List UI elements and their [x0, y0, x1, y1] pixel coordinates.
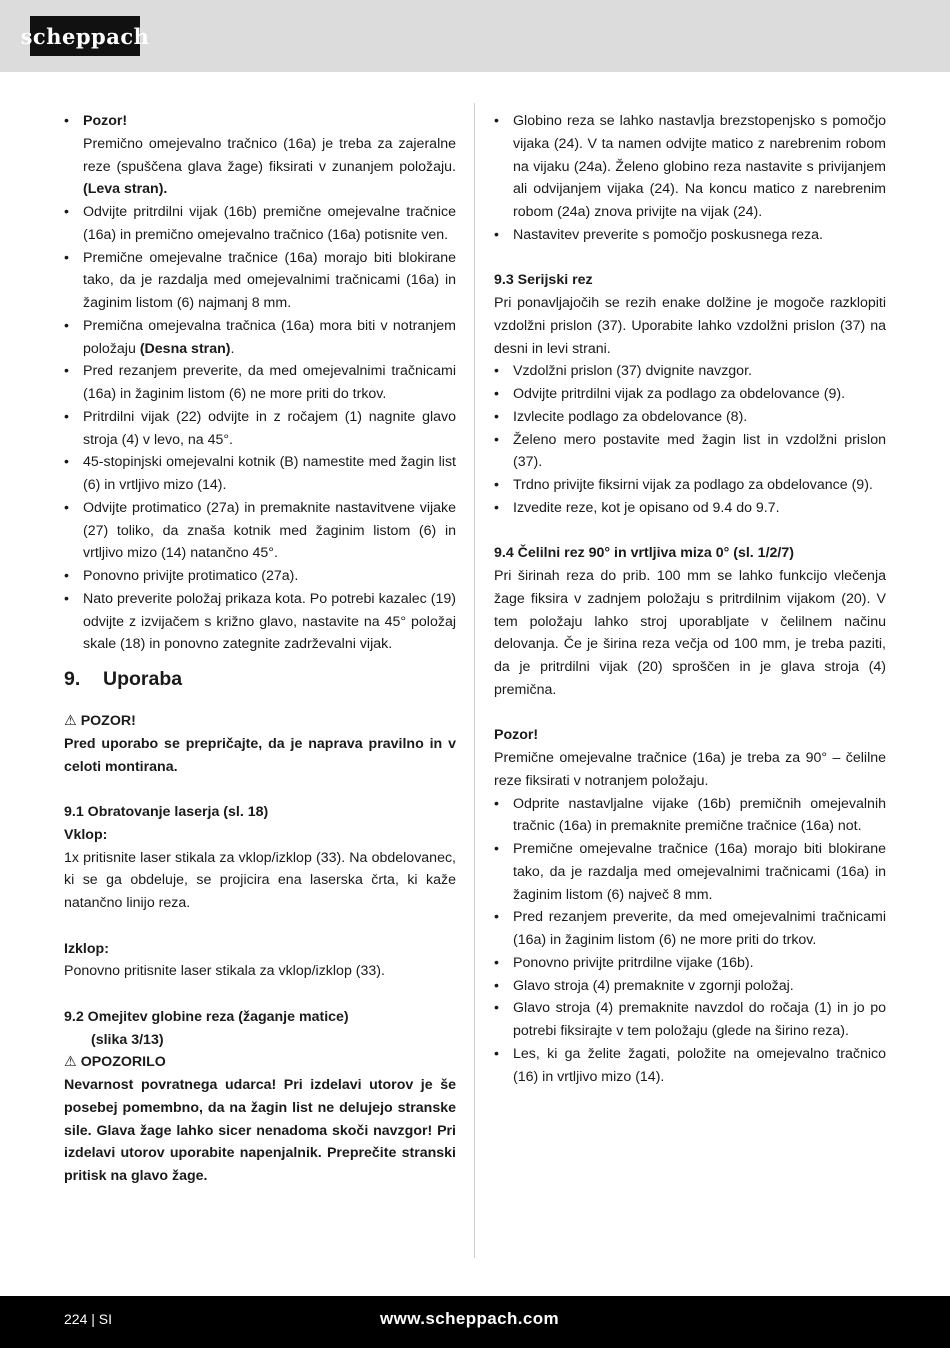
list-item-text: Premična omejevalna tračnica (16a) mora biti v notranjem položaju — [83, 317, 456, 357]
warning-heading — [64, 1051, 456, 1074]
list-item: • Glavo stroja (4) premaknite v zgornji položaj. — [494, 975, 886, 998]
paragraph: Pri širinah reza do prib. 100 mm se lahko funkcijo vlečenja žage fiksira v zadnjem položaju s pritrdilnim vijakom (20). V tem položaju lahko stroj uporabljate v čelilnem načinu delovanja. Če je širina reza večja od 100 mm, je treba paziti, da je pritrdilni vijak (20) sproščen in je glava stroja (4) premična. — [494, 568, 886, 698]
label-on: Vklop: — [64, 826, 108, 843]
paragraph: Ponovno pritisnite laser stikala za vklop/izklop (33). — [64, 963, 385, 980]
subsection-title: 9.1 Obratovanje laserja (sl. 18) — [64, 804, 269, 820]
list-item: • Pritrdilni vijak (22) odvijte in z ročajem (1) nagnite glavo stroja (4) v levo, na 45°. — [64, 406, 456, 452]
paragraph: Premične omejevalne tračnice (16a) je treba za 90° – čelilne reze fiksirati v notranjem položaju. — [494, 750, 886, 789]
intro-list — [64, 110, 456, 656]
section-number: 9. — [64, 668, 81, 690]
column-divider — [474, 103, 475, 1258]
section-heading — [64, 666, 456, 692]
subsection-title: 9.2 Omejitev globine reza (žaganje matice) — [64, 1008, 349, 1025]
warning-title: POZOR! — [80, 713, 136, 729]
list-item: • Izvlecite podlago za obdelovance (8). — [494, 406, 886, 429]
intro-text-bold: (Leva stran). — [83, 181, 168, 198]
warning-text: Nevarnost povratnega udarca! Pri izdelavi utorov je še posebej pomembno, da na žagin list ne delujejo stranske sile. Glava žage lahko sicer nenadoma skoči navzgor! Pri izdelavi utorov uporabite napenjalnik. Preprečite stranski pritisk na glavo žage. — [64, 1077, 456, 1184]
list-item: • Premične omejevalne tračnice (16a) morajo biti blokirane tako, da je razdalja med omejevalnimi tračnicami (16a) in žaginim listom (6) največ 8 mm. — [494, 838, 886, 906]
list-item: • Ponovno privijte protimatico (27a). — [64, 565, 456, 588]
list-item: • Trdno privijte fiksirni vijak za podlago za obdelovance (9). — [494, 474, 886, 497]
scheppach-logo: scheppach — [30, 16, 140, 56]
intro-text: Premično omejevalno tračnico (16a) je treba za zajeralne reze (spuščena glava žage) fiksirati v zunanjem položaju. — [83, 135, 456, 175]
list-item: • Premične omejevalne tračnice (16a) morajo biti blokirane tako, da je razdalja med omejevalnimi tračnicami (16a) in žaginim listom (6) najmanj 8 mm. — [64, 247, 456, 315]
list-item: • 45-stopinjski omejevalni kotnik (B) namestite med žagin list (6) in vrtljivo mizo (14). — [64, 451, 456, 497]
label-off: Izklop: — [64, 940, 109, 957]
intro-title: Pozor! — [83, 113, 128, 129]
list-item-text: . — [230, 340, 235, 357]
warning-heading — [64, 710, 456, 733]
header-bar — [0, 0, 950, 72]
list-item-bold: (Desna stran) — [139, 340, 231, 357]
subsection-subtitle: (slika 3/13) — [91, 1031, 164, 1048]
list-item: • Odvijte protimatico (27a) in premaknite nastavitvene vijake (27) toliko, da znaša kotnik med žaginim listom (6) in vrtljivo mizo (14) natančno 45°. — [64, 497, 456, 565]
left-column — [64, 110, 456, 1188]
list-item: • Izvedite reze, kot je opisano od 9.4 do 9.7. — [494, 497, 886, 520]
list-item: • Nato preverite položaj prikaza kota. Po potrebi kazalec (19) odvijte z izvijačem s križno glavo, nastavite na 45° položaj skale (18) in ponovno zategnite zadrževalni vijak. — [64, 588, 456, 656]
series-list — [494, 360, 886, 519]
list-item: • Vzdolžni prislon (37) dvignite navzgor. — [494, 360, 886, 383]
paragraph: Pri ponavljajočih se rezih enake dolžine je mogoče razklopiti vzdolžni prislon (37). Uporabite lahko vzdolžni prislon (37) na desni in levi strani. — [494, 295, 886, 357]
footer-bar — [0, 1296, 950, 1348]
list-item: • Nastavitev preverite s pomočjo poskusnega reza. — [494, 224, 886, 247]
note-title: Pozor! — [494, 727, 539, 744]
list-item: • Glavo stroja (4) premaknite navzdol do ročaja (1) in jo po potrebi fiksirajte v tem položaju (glede na širino reza). — [494, 997, 886, 1043]
list-item: • Pred rezanjem preverite, da med omejevalnimi tračnicami (16a) in žaginim listom (6) ne more priti do trkov. — [494, 906, 886, 952]
list-item: • Pred rezanjem preverite, da med omejevalnimi tračnicami (16a) in žaginim listom (6) ne more priti do trkov. — [64, 360, 456, 406]
warning-icon: ⚠ — [64, 713, 77, 729]
warning-icon: ⚠ — [64, 1054, 77, 1071]
subsection-title: 9.4 Čelilni rez 90° in vrtljiva miza 0° (sl. 1/2/7) — [494, 545, 794, 562]
list-item: • Les, ki ga želite žagati, položite na omejevalno tračnico (16) in vrtljivo mizo (14). — [494, 1043, 886, 1089]
depth-list — [494, 110, 886, 247]
list-item — [64, 315, 456, 361]
section-title: Uporaba — [103, 668, 183, 690]
warning-title: OPOZORILO — [80, 1054, 166, 1071]
subsection-title: 9.3 Serijski rez — [494, 272, 593, 289]
list-item: • Ponovno privijte pritrdilne vijake (16b). — [494, 952, 886, 975]
list-item: • Odvijte pritrdilni vijak za podlago za obdelovance (9). — [494, 383, 886, 406]
paragraph: 1x pritisnite laser stikala za vklop/izklop (33). Na obdelovanec, ki se ga obdeluje, se projicira ena laserska črta, ki kaže natančno linijo reza. — [64, 849, 456, 911]
right-column — [494, 110, 886, 1088]
list-item: • Globino reza se lahko nastavlja brezstopenjsko s pomočjo vijaka (24). V ta namen odvijte matico z narebrenim robom na vijaku (24a). Želeno globino reza nastavite s privijanjem ali odvijanjem vijaka (24). Na koncu matico z narebrenim robom (24a) znova privijte na vijak (24). — [494, 110, 886, 224]
warning-text: Pred uporabo se prepričajte, da je naprava pravilno in v celoti montirana. — [64, 735, 456, 775]
page-number: 224 | SI — [64, 1311, 113, 1327]
crosscut-list — [494, 793, 886, 1089]
list-item: • Odvijte pritrdilni vijak (16b) premične omejevalne tračnice (16a) in premično omejevalno tračnico (16a) potisnite ven. — [64, 201, 456, 247]
list-item: • Želeno mero postavite med žagin list in vzdolžni prislon (37). — [494, 429, 886, 475]
website-url: www.scheppach.com — [380, 1309, 560, 1328]
list-item — [64, 110, 456, 201]
list-item: • Odprite nastavljalne vijake (16b) premičnih omejevalnih tračnic (16a) in premaknite premične tračnice (16a) not. — [494, 793, 886, 839]
